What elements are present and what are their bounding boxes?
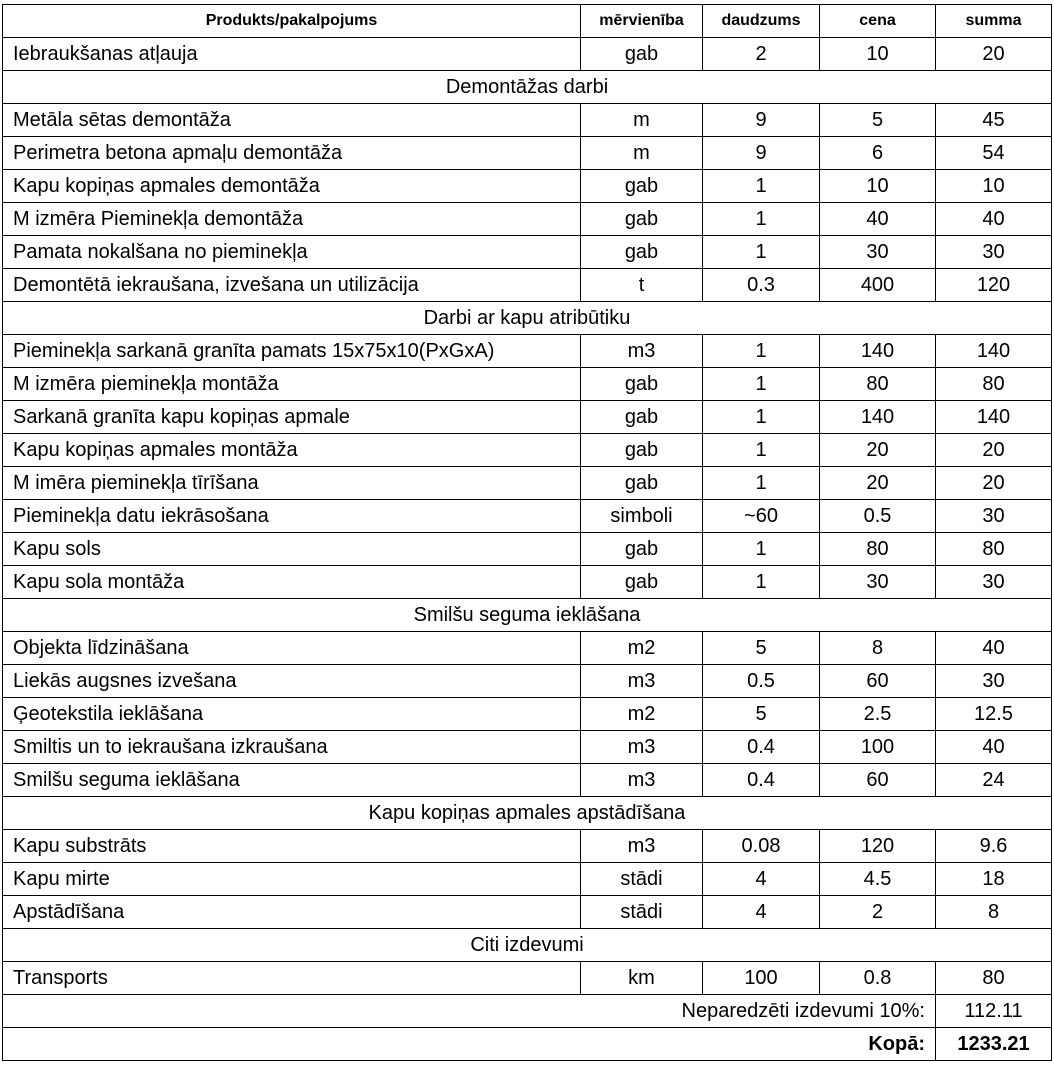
header-sum: summa [936,5,1052,38]
total-value: 1233.21 [936,1028,1052,1061]
item-sum: 45 [936,104,1052,137]
table-row [3,203,1052,236]
section-title: Smilšu seguma ieklāšana [3,599,1052,632]
contingency-row [3,995,1052,1028]
item-quantity: 1 [703,170,820,203]
section-row [3,302,1052,335]
item-sum: 10 [936,170,1052,203]
item-quantity: 1 [703,203,820,236]
item-sum: 80 [936,962,1052,995]
item-price: 400 [820,269,936,302]
item-name: Objekta līdzināšana [3,632,581,665]
item-unit: gab [581,467,703,500]
item-quantity: 0.3 [703,269,820,302]
item-sum: 18 [936,863,1052,896]
section-row [3,599,1052,632]
contingency-label: Neparedzēti izdevumi 10%: [3,995,936,1028]
item-unit: m2 [581,698,703,731]
item-unit: km [581,962,703,995]
item-price: 30 [820,236,936,269]
estimate-table [2,4,1052,1061]
section-row [3,797,1052,830]
table-row [3,38,1052,71]
item-price: 10 [820,170,936,203]
item-unit: m [581,137,703,170]
item-sum: 20 [936,38,1052,71]
item-sum: 40 [936,203,1052,236]
table-row [3,665,1052,698]
item-name: M izmēra Pieminekļa demontāža [3,203,581,236]
item-price: 2 [820,896,936,929]
item-price: 60 [820,764,936,797]
item-unit: m3 [581,830,703,863]
item-unit: t [581,269,703,302]
item-unit: gab [581,401,703,434]
item-quantity: 1 [703,533,820,566]
item-price: 10 [820,38,936,71]
table-row [3,500,1052,533]
item-price: 4.5 [820,863,936,896]
item-unit: gab [581,203,703,236]
item-name: Pieminekļa sarkanā granīta pamats 15x75x10(PxGxA) [3,335,581,368]
item-price: 40 [820,203,936,236]
item-unit: gab [581,170,703,203]
item-name: Smilšu seguma ieklāšana [3,764,581,797]
item-price: 120 [820,830,936,863]
item-sum: 9.6 [936,830,1052,863]
item-unit: stādi [581,896,703,929]
table-row [3,698,1052,731]
item-quantity: 1 [703,401,820,434]
item-price: 6 [820,137,936,170]
item-quantity: 1 [703,236,820,269]
item-name: Iebraukšanas atļauja [3,38,581,71]
item-unit: gab [581,368,703,401]
total-label: Kopā: [3,1028,936,1061]
item-price: 2.5 [820,698,936,731]
item-name: Pieminekļa datu iekrāsošana [3,500,581,533]
item-unit: gab [581,38,703,71]
item-name: Perimetra betona apmaļu demontāža [3,137,581,170]
table-row [3,566,1052,599]
item-name: Kapu sola montāža [3,566,581,599]
item-quantity: 1 [703,566,820,599]
item-name: Transports [3,962,581,995]
item-sum: 140 [936,335,1052,368]
table-row [3,533,1052,566]
item-quantity: 1 [703,467,820,500]
item-quantity: 0.08 [703,830,820,863]
item-price: 140 [820,401,936,434]
header-row [3,5,1052,38]
item-quantity: 5 [703,698,820,731]
item-name: Liekās augsnes izvešana [3,665,581,698]
item-price: 8 [820,632,936,665]
header-price: cena [820,5,936,38]
item-unit: simboli [581,500,703,533]
section-row [3,71,1052,104]
item-name: M imēra pieminekļa tīrīšana [3,467,581,500]
table-row [3,104,1052,137]
item-price: 80 [820,368,936,401]
table-row [3,269,1052,302]
item-name: Apstādīšana [3,896,581,929]
item-sum: 80 [936,533,1052,566]
item-unit: gab [581,434,703,467]
item-sum: 40 [936,632,1052,665]
contingency-value: 112.11 [936,995,1052,1028]
item-quantity: 1 [703,335,820,368]
item-sum: 8 [936,896,1052,929]
table-row [3,137,1052,170]
item-unit: m [581,104,703,137]
table-row [3,632,1052,665]
table-row [3,731,1052,764]
item-unit: gab [581,566,703,599]
item-price: 20 [820,467,936,500]
item-sum: 12.5 [936,698,1052,731]
item-name: Kapu mirte [3,863,581,896]
item-quantity: 1 [703,434,820,467]
item-unit: gab [581,533,703,566]
item-unit: m3 [581,731,703,764]
item-name: Sarkanā granīta kapu kopiņas apmale [3,401,581,434]
item-price: 30 [820,566,936,599]
item-name: M izmēra pieminekļa montāža [3,368,581,401]
item-sum: 40 [936,731,1052,764]
item-unit: m3 [581,665,703,698]
item-price: 140 [820,335,936,368]
table-row [3,863,1052,896]
section-title: Citi izdevumi [3,929,1052,962]
item-quantity: 9 [703,104,820,137]
item-price: 20 [820,434,936,467]
item-sum: 54 [936,137,1052,170]
section-title: Darbi ar kapu atribūtiku [3,302,1052,335]
header-quantity: daudzums [703,5,820,38]
item-sum: 30 [936,566,1052,599]
item-quantity: 2 [703,38,820,71]
item-sum: 30 [936,236,1052,269]
item-name: Kapu sols [3,533,581,566]
item-unit: stādi [581,863,703,896]
item-quantity: 4 [703,896,820,929]
item-quantity: 9 [703,137,820,170]
item-name: Kapu substrāts [3,830,581,863]
table-row [3,335,1052,368]
item-name: Metāla sētas demontāža [3,104,581,137]
total-row [3,1028,1052,1061]
item-quantity: 5 [703,632,820,665]
item-price: 60 [820,665,936,698]
item-sum: 80 [936,368,1052,401]
item-unit: m3 [581,764,703,797]
item-sum: 20 [936,467,1052,500]
item-sum: 20 [936,434,1052,467]
item-quantity: 1 [703,368,820,401]
item-sum: 140 [936,401,1052,434]
item-quantity: 100 [703,962,820,995]
item-name: Smiltis un to iekraušana izkraušana [3,731,581,764]
table-row [3,236,1052,269]
item-unit: m3 [581,335,703,368]
item-quantity: 0.5 [703,665,820,698]
table-row [3,830,1052,863]
table-row [3,401,1052,434]
item-name: Kapu kopiņas apmales demontāža [3,170,581,203]
table-row [3,170,1052,203]
item-quantity: 4 [703,863,820,896]
header-unit: mērvienība [581,5,703,38]
section-title: Demontāžas darbi [3,71,1052,104]
item-price: 100 [820,731,936,764]
item-price: 80 [820,533,936,566]
item-name: Pamata nokalšana no pieminekļa [3,236,581,269]
table-row [3,434,1052,467]
header-product: Produkts/pakalpojums [3,5,581,38]
item-sum: 120 [936,269,1052,302]
table-row [3,962,1052,995]
item-price: 5 [820,104,936,137]
item-name: Kapu kopiņas apmales montāža [3,434,581,467]
table-row [3,368,1052,401]
item-unit: gab [581,236,703,269]
item-quantity: 0.4 [703,731,820,764]
item-sum: 24 [936,764,1052,797]
item-price: 0.5 [820,500,936,533]
item-unit: m2 [581,632,703,665]
item-quantity: 0.4 [703,764,820,797]
item-name: Ģeotekstila ieklāšana [3,698,581,731]
item-quantity: ~60 [703,500,820,533]
section-row [3,929,1052,962]
table-row [3,764,1052,797]
table-row [3,467,1052,500]
section-title: Kapu kopiņas apmales apstādīšana [3,797,1052,830]
table-row [3,896,1052,929]
item-sum: 30 [936,500,1052,533]
item-price: 0.8 [820,962,936,995]
item-sum: 30 [936,665,1052,698]
item-name: Demontētā iekraušana, izvešana un utilizācija [3,269,581,302]
